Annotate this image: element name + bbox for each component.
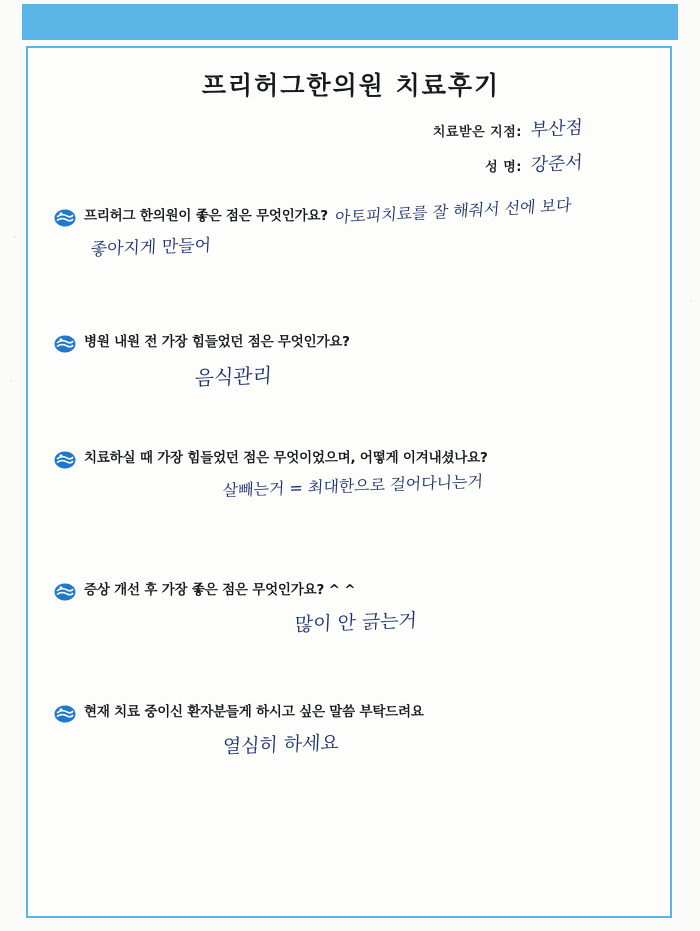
- question-block-3: [54, 450, 654, 502]
- meta-row-branch: [288, 116, 608, 142]
- question-text-2: 병원 내원 전 가장 힘들었던 점은 무엇인가요?: [84, 334, 350, 350]
- question-line-1: [54, 195, 654, 229]
- scan-speckle: [10, 380, 12, 382]
- question-block-2: [54, 334, 654, 391]
- question-line-4: [54, 582, 654, 601]
- question-text-3: 치료하실 때 가장 힘들었던 점은 무엇이었으며, 어떻게 이겨내셨나요?: [84, 450, 488, 466]
- question-line-2: [54, 334, 654, 353]
- question-line-5: [54, 704, 654, 723]
- branch-label: 치료받은 지점:: [432, 125, 522, 140]
- hug-logo-icon: [54, 209, 76, 227]
- form-frame: [26, 46, 672, 918]
- question-block-5: [54, 704, 654, 760]
- question-line-3: [54, 450, 654, 469]
- scan-speckle: [14, 236, 16, 238]
- answer-below-1: 좋아지게 만들어: [90, 235, 212, 260]
- question-block-4: [54, 582, 654, 638]
- answer-below-5: 열심히 하세요: [222, 731, 340, 758]
- meta-row-name: [288, 151, 608, 177]
- answer-inline-1: 아토피치료를 잘 해줘서 선에 보다: [334, 195, 573, 227]
- scan-speckle: [690, 300, 692, 302]
- top-blue-band: [22, 4, 678, 40]
- hug-logo-icon: [54, 705, 76, 723]
- branch-value: 부산점: [530, 117, 584, 141]
- hug-logo-icon: [54, 335, 76, 353]
- page-title: 프리허그한의원 치료후기: [201, 71, 501, 100]
- name-label: 성 명:: [485, 160, 522, 175]
- question-text-4: 증상 개선 후 가장 좋은 점은 무엇인가요? ^ ^: [84, 582, 356, 598]
- question-block-1: [54, 195, 654, 261]
- answer-below-2: 음식관리: [194, 363, 273, 390]
- answer-below-4: 많이 안 긁는거: [294, 609, 418, 636]
- question-text-5: 현재 치료 중이신 환자분들게 하시고 싶은 말씀 부탁드려요: [84, 704, 424, 720]
- question-text-1: 프리허그 한의원이 좋은 점은 무엇인가요?: [84, 208, 328, 224]
- answer-below-3: 살빼는거 = 최대한으로 걸어다니는거: [222, 471, 484, 500]
- form-meta: [288, 116, 608, 186]
- hug-logo-icon: [54, 583, 76, 601]
- name-value: 강준서: [530, 152, 584, 176]
- hug-logo-icon: [54, 451, 76, 469]
